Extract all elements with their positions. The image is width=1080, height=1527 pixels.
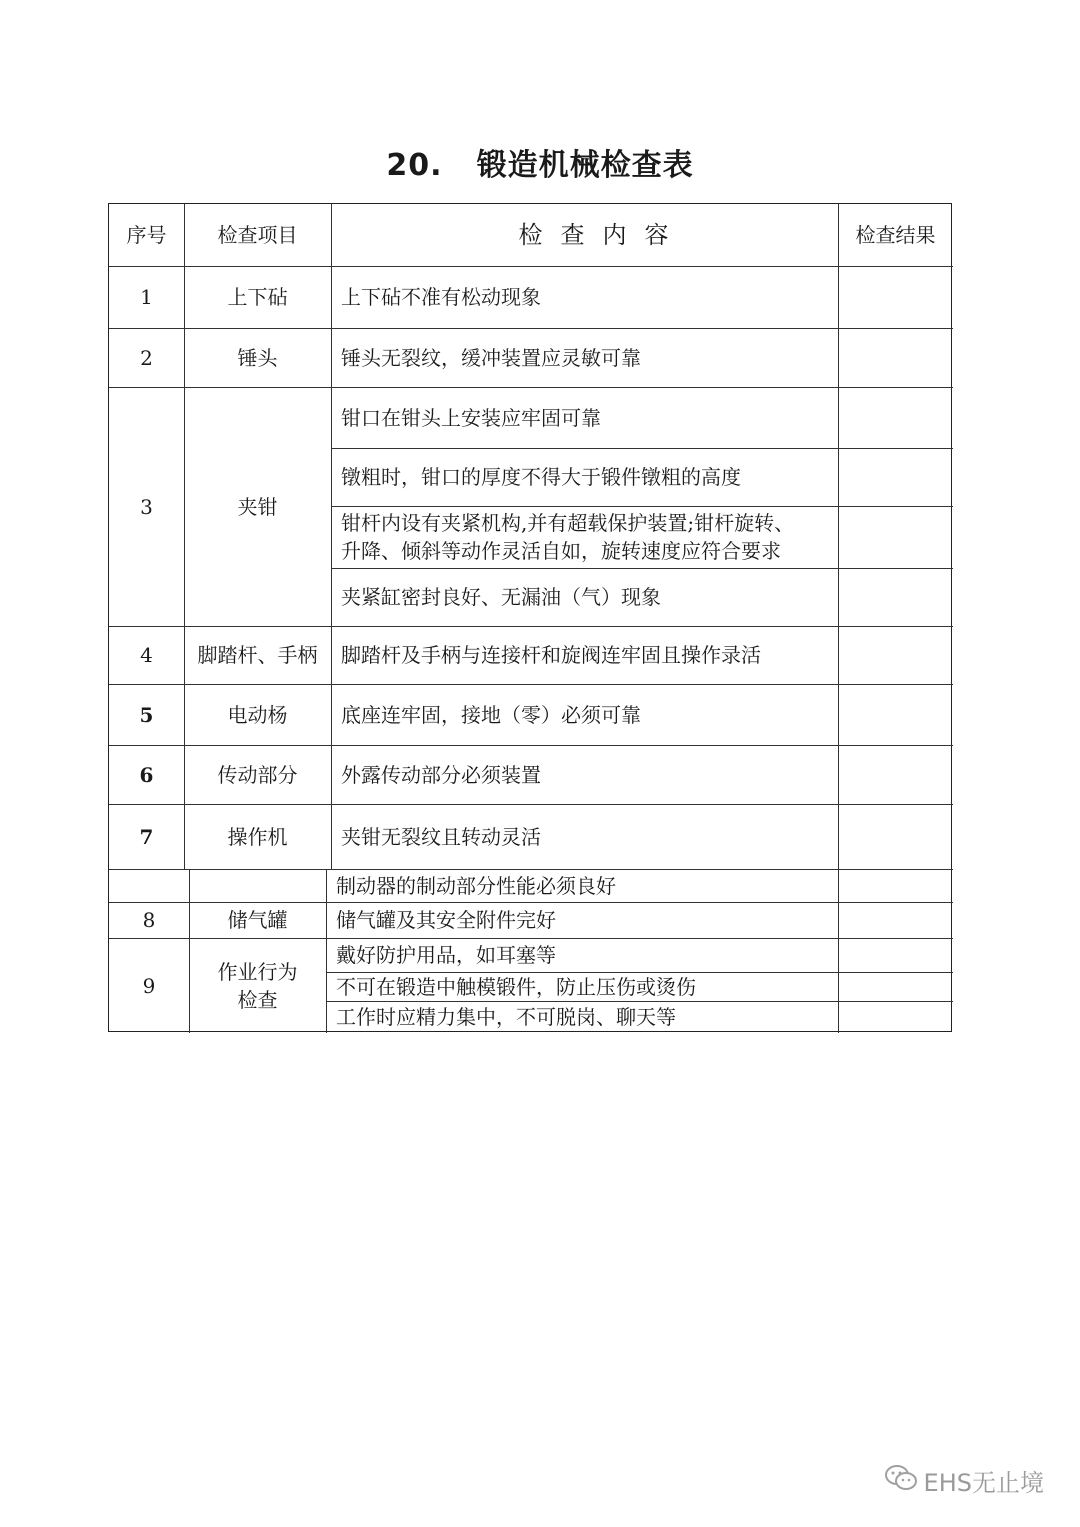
header-seq: 序号: [126, 223, 167, 247]
row-content: 储气罐及其安全附件完好: [336, 908, 556, 932]
row-seq: 7: [139, 824, 154, 849]
row-item: 夹钳: [237, 494, 278, 519]
row-seq: 4: [140, 643, 153, 667]
row-content: 外露传动部分必须装置: [341, 762, 541, 787]
row-content: 不可在锻造中触模锻件，防止压伤或烫伤: [336, 974, 696, 999]
row-item: 锤头: [237, 345, 278, 370]
row-item: 储气罐: [227, 908, 288, 932]
row-seq: 5: [139, 702, 154, 727]
row-seq: 9: [142, 973, 156, 998]
row-content: 底座连牢固，接地（零）必须可靠: [341, 702, 641, 727]
title-number: 20.: [386, 148, 443, 183]
row-content: 夹紧缸密封良好、无漏油（气）现象: [341, 585, 661, 609]
row-item-multiline: [189, 938, 326, 1033]
row-content-multiline: [331, 506, 838, 568]
title-text: 锻造机械检查表: [476, 148, 694, 183]
header-content: 检查内容: [518, 221, 687, 249]
item-line: 作业行为: [217, 959, 298, 984]
row-item: 脚踏杆、手柄: [197, 643, 318, 667]
header-item: 检查项目: [217, 223, 298, 247]
content-line: 钳杆内设有夹紧机构,并有超载保护装置;钳杆旋转、: [341, 511, 795, 535]
row-content: 工作时应精力集中，不可脱岗、聊天等: [336, 1005, 676, 1029]
watermark-text: EHS无止境: [923, 1469, 1044, 1497]
row-seq: 1: [140, 285, 153, 309]
row-content: 脚踏杆及手柄与连接杆和旋阀连牢固且操作录活: [341, 643, 761, 667]
row-seq: 2: [140, 345, 153, 370]
row-content: 锤头无裂纹，缓冲装置应灵敏可靠: [341, 345, 641, 370]
content-line: 升降、倾斜等动作灵活自如，旋转速度应符合要求: [341, 539, 781, 563]
row-item: [189, 869, 326, 902]
row-content: 钳口在钳头上安装应牢固可靠: [341, 405, 601, 430]
document-title: [0, 140, 1080, 184]
row-item: 上下砧: [227, 285, 288, 309]
row-seq: [109, 869, 189, 902]
row-seq: 3: [140, 494, 153, 519]
inspection-table: [108, 203, 952, 1032]
row-item: 传动部分: [217, 762, 298, 787]
header-result: 检查结果: [855, 223, 936, 247]
row-item: 操作机: [227, 824, 288, 849]
row-content: 戴好防护用品，如耳塞等: [336, 943, 556, 967]
item-line: 检查: [237, 987, 278, 1012]
watermark: [884, 1463, 1044, 1498]
wechat-icon: [884, 1464, 918, 1498]
row-seq: 6: [139, 762, 154, 787]
row-seq: 8: [142, 908, 156, 932]
row-content: 镦粗时，钳口的厚度不得大于锻件镦粗的高度: [341, 465, 741, 489]
row-item: 电动杨: [227, 702, 288, 727]
row-content: 上下砧不准有松动现象: [341, 285, 541, 309]
row-content: 夹钳无裂纹且转动灵活: [341, 824, 541, 849]
row-content: 制动器的制动部分性能必须良好: [336, 873, 616, 898]
